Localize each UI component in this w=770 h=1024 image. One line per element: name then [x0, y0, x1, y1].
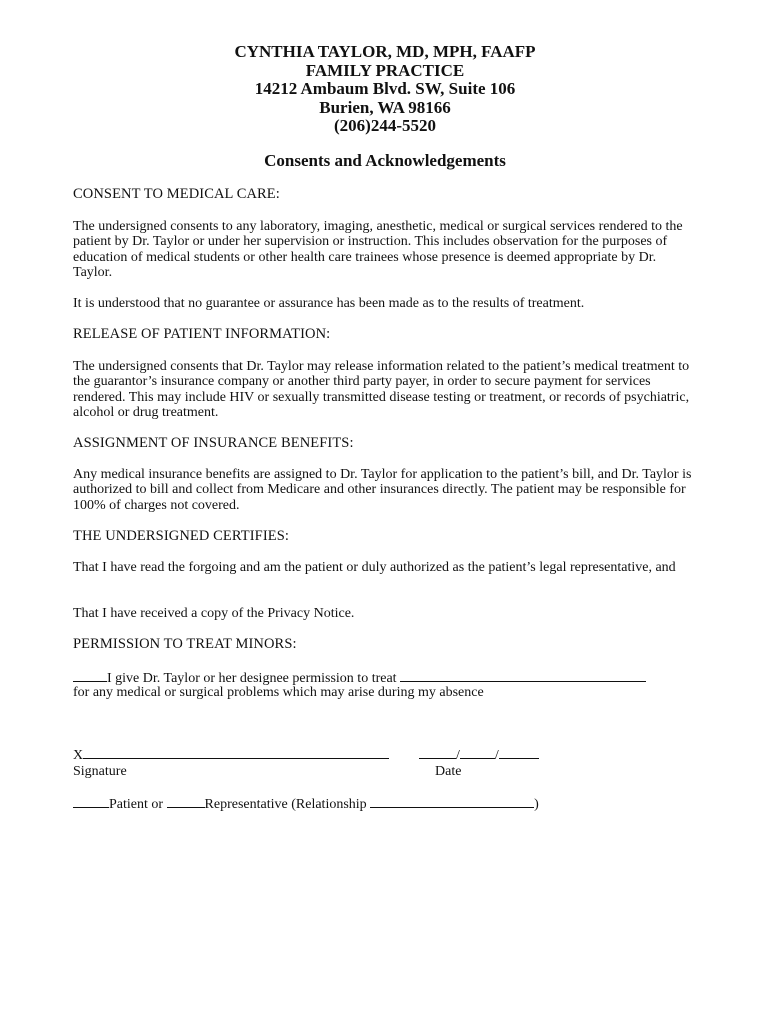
minors-heading: PERMISSION TO TREAT MINORS:: [73, 636, 297, 652]
minors-absence-text: for any medical or surgical problems which may arise during my absence: [73, 685, 484, 700]
date-label: Date: [435, 764, 462, 779]
date-day-blank[interactable]: [460, 746, 495, 759]
date-separator-1: /: [456, 748, 460, 763]
signature-x-mark: X: [73, 748, 84, 763]
date-line: [419, 746, 539, 764]
signature-line: [73, 746, 389, 764]
signature-blank[interactable]: [83, 746, 389, 759]
phone-number: (206)244-5520: [334, 116, 436, 135]
certifies-heading: THE UNDERSIGNED CERTIFIES:: [73, 528, 290, 544]
document-title: Consents and Acknowledgements: [264, 151, 506, 170]
address-line-2: Burien, WA 98166: [319, 97, 451, 117]
representative-label: Representative (Relationship: [204, 797, 367, 812]
patient-label: Patient or: [109, 797, 164, 812]
relationship-blank[interactable]: [370, 795, 534, 808]
certifies-paragraph-2: That I have received a copy of the Privacy Notice.: [73, 606, 355, 621]
physician-name: CYNTHIA TAYLOR, MD, MPH, FAAFP: [234, 42, 536, 61]
representative-check-blank[interactable]: [167, 795, 205, 808]
relationship-line: [73, 795, 539, 813]
minors-permission-check-blank[interactable]: [73, 669, 107, 682]
date-separator-2: /: [494, 748, 499, 763]
release-info-heading: RELEASE OF PATIENT INFORMATION:: [73, 326, 331, 342]
minors-permission-text: I give Dr. Taylor or her designee permission to treat: [107, 671, 397, 686]
letterhead: [0, 43, 770, 136]
practice-name: FAMILY PRACTICE: [305, 60, 465, 80]
assignment-heading: ASSIGNMENT OF INSURANCE BENEFITS:: [73, 435, 354, 451]
relationship-close-paren: ): [534, 797, 539, 812]
signature-label: Signature: [73, 764, 127, 779]
assignment-paragraph: Any medical insurance benefits are assigned to Dr. Taylor for application to the patient’s bill, and Dr. Taylor is authorized to bill and collect from Medicare and other insurances directly. The patient may be responsible for 100% of charges not covered.: [73, 467, 692, 513]
date-year-blank[interactable]: [499, 746, 539, 759]
date-month-blank[interactable]: [419, 746, 456, 759]
patient-check-blank[interactable]: [73, 795, 109, 808]
release-info-paragraph: The undersigned consents that Dr. Taylor may release information related to the patient’s medical treatment to the guarantor’s insurance company or another third party payer, in order to secure payment for services rendered. This may include HIV or sexually transmitted disease testing or treatment, or records of psychiatric, alcohol or drug treatment.: [73, 359, 690, 420]
no-guarantee-paragraph: It is understood that no guarantee or assurance has been made as to the results of treatment.: [73, 296, 585, 311]
certifies-paragraph-1: That I have read the forgoing and am the patient or duly authorized as the patient’s legal representative, and: [73, 560, 676, 575]
minor-name-blank[interactable]: [400, 669, 646, 682]
medical-care-paragraph: The undersigned consents to any laboratory, imaging, anesthetic, medical or surgical services rendered to the patient by Dr. Taylor or under her supervision or instruction. This includes observation for the purposes of education of medical students or other health care trainees whose presence is deemed appropriate by Dr. Taylor.: [73, 219, 683, 280]
address-line-1: 14212 Ambaum Blvd. SW, Suite 106: [254, 79, 516, 98]
medical-care-heading: CONSENT TO MEDICAL CARE:: [73, 186, 280, 202]
